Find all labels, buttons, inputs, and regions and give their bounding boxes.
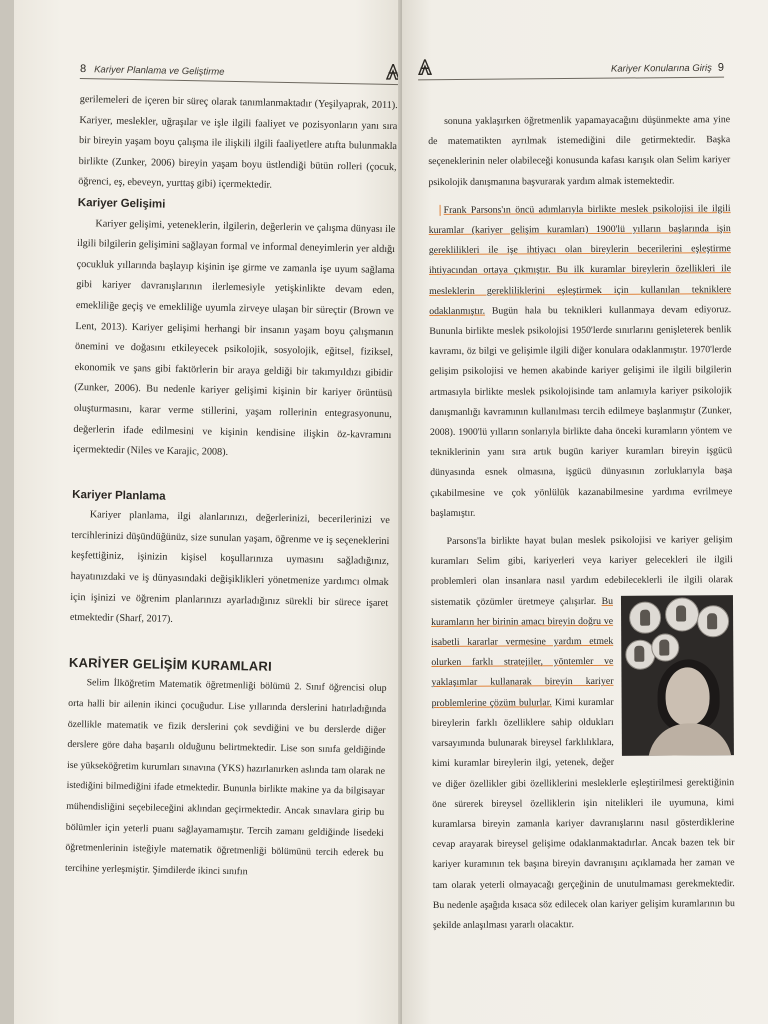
underlined-passage: Bu kuramların her birinin amacı bireyin doğru ve isabetli kararlar vermesine yardım etmek olurken farklı stratejiler, yöntemler ve yaklaşımlar kullanarak bireyin kariyer problemlerine çözüm bulurlar. (431, 595, 614, 709)
paragraph (429, 199, 733, 524)
paragraph: Kariyer planlama, ilgi alanlarınızı, değerlerinizi, becerilerinizi ve tercihlerinizi düşündüğünüz, size sunulan yaşam, öğrenme ve iş seçeneklerini keşfettiğiniz, işinizin kişisel koşullarınıza uymasını sağladığınız, hayatınızdaki ve iş dünyasındaki değişiklikleri yönetmenize yardımcı olmak için işinizi ve öğrenim planlarınızı ayarladığınız sürekli bir sürece işaret etmektedir (Sharf, 2017). (69, 509, 390, 626)
left-body-text (65, 90, 398, 885)
underlined-passage: Frank Parsons'ın öncü adımlarıyla birlikte meslek psikolojisi ile ilgili kuramlar (kariyer gelişim kuramları) 1900'lü yılların başlarında işin gereklilikleri ile işe ihtiyacı olan bireylerin becerilerini eşleştirme ihtiyacından ortaya çıkmıştır. Bu ilk kuramlar bireylerin özellikleri ile mesleklerin gerekliliklerini eşleştirmek için kullanılan tekniklere odaklanmıştır. (428, 202, 732, 317)
section-heading: Kariyer Planlama (72, 488, 166, 503)
paragraph (431, 530, 735, 936)
section-heading: KARİYER GELİŞİM KURAMLARI (68, 654, 273, 674)
left-running-head (80, 60, 400, 85)
paragraph-text: Parsons'la birlikte hayat bulan meslek psikolojisi ve kariyer gelişim kuramları Selim gibi, kariyerleri veya kariyer gelecekleri ile ilgili problemleri olan insanlara nasıl yardım edebileceklerli ile ilgili olarak sistematik çözümler üretmeye çalışırlar. (430, 534, 733, 608)
illustration-thinking-woman (621, 595, 734, 756)
right-page (402, 0, 768, 1024)
page-number: 9 (717, 61, 725, 74)
section-heading: Kariyer Gelişimi (77, 196, 166, 211)
paragraph-text: Bugün hala bu teknikleri kullanmaya devam ediyoruz. Bununla birlikte meslek psikolojisi 1950'lerde sınırlarını genişleterek benlik kavramı, öz bilgi ve gelişimle ilgili diğer konulara odaklanmıştır. 1970'lerde gelişim psikolojisi ve hemen akabinde kariyer gelişimi ile ilgili bilgilerin artmasıyla birlikte meslek psikolojisinde tam anlamıyla kariyer psikolojik danışmanlığı kavramının kullanılması tercih edilmeye başlanmıştır (Zunker, 2008). 1900'lü yılların sonlarıyla birlikte daha önceki kuramların yöntem ve tekniklerinin yanı sıra artık bugün kariyer kuramları bireyin işgücü dünyasında esnek olmasına, işgücü dünyasının zorluklarıyla başa çıkabilmesine ve çok yönlülük kazanabilmesine yardıma evrilmeye başlamıştır. (429, 303, 733, 519)
paragraph: gerilemeleri de içeren bir süreç olarak tanımlanmaktadır (Yeşilyaprak, 2011). Kariyer, meslekler, uğraşılar ve işle ilgili faaliyet ve pozisyonların yanı sıra bir bireyin yaşam boyu çalışma ile ilişkili ilgili faaliyetlere atıfta bulunmakla birlikte (Zunker, 2006) bireyin yaşam boyu üstlendiği bütün rolleri (çocuk, öğrenci, eş, ebeveyn, yurttaş gibi) içermektedir. (78, 93, 398, 192)
running-title: Kariyer Planlama ve Geliştirme (94, 63, 225, 78)
right-running-head (418, 59, 724, 81)
running-title: Kariyer Konularına Giriş (610, 62, 712, 75)
paragraph: Kariyer gelişimi, yeteneklerin, ilgilerin, değerlerin ve çalışma dünyası ile ilgili bilgilerin gelişimini sağlayan formal ve informal deneyimlerin yer aldığı çocukluk yıllarında başlayıp kişinin işe girme ve zamanla işe uyum sağlama gibi kariyer davranışlarının ilerlemesiyle yetişkinlikte devam eden, emekliliğe geçiş ve emekliliğe uyumla zirveye ulaşan bir süreçtir (Brown ve Lent, 2013). Kariyer gelişimi herhangi bir insanın yaşam boyu çalışmanın önemini ve doğasını etkileyecek psikolojik, sosyolojik, eğitsel, fiziksel, ekonomik ve şans gibi faktörlerin bir araya geldiği bir takımyıldızı gibidir (Zunker, 2006). Bu nedenle kariyer gelişimi kişinin bir kariyer örüntüsü oluşturmasını, karar verme stillerini, yaşam rollerinin entegrasyonunu, değerlerin ifade edilmesini ve kişinin kendisine ilişkin öz-kavramını içermektedir (Niles ve Karajic, 2008). (72, 217, 396, 459)
paragraph: sonuna yaklaşırken öğretmenlik yapamayacağını düşünmekte ama yine de matematikten ayrılmak istemediğini dile getirmektedir. Başka seçeneklerinin neler olabileceği konusunda kafası karışık olan Selim kariyer psikolojik danışmanına başvurarak yardım almak istemektedir. (428, 114, 731, 188)
publisher-logo-icon (418, 59, 432, 75)
paragraph-text: Kimi kuramlar bireylerin farklı özelliklere sahip oldukları varsayımında bulunarak bireysel farklılıklara, kimi kuramlar bireylerin ilgi, yetenek, değer ve diğer özellikler gibi özelliklerini mesleklerle eşleştirilmesi gerektiğinin öne sürerek bireysel özelliklerin işin nitelikleri ile uyumuna, kimi kuramlarsa bireyin zamanla kariyer davranışlarını nasıl gösterdiklerine cevap arayarak bireysel gelişime odaklanmaktadırlar. Ancak bazen tek bir kariyer kuramının tek başına bireyin davranışını açıklamada her zaman ve tam olarak yeterli olmayacağı gerçeğinin de unutulmaması gerekmektedir. Bu nedenle aşağıda kısaca söz edilecek olan kariyer gelişim kuramlarının bu şekilde anlaşılması yararlı olacaktır. (431, 696, 735, 931)
right-body-text (428, 110, 735, 936)
paragraph: Selim İlköğretim Matematik öğretmenliği bölümü 2. Sınıf öğrencisi olup orta halli bir ailenin ikinci çocuğudur. Lise yıllarında derslerini hatırladığında özellikle matematik ve fizik derslerini çok sevdiğini ve bu derslerde diğer derslere göre daha başarılı olduğunu belirtmektedir. Lise son sınıfa geldiğinde ise yükseköğretim kurumları sınavına (YKS) hazırlanırken aslında tam olarak ne istediğini bilmediğini ifade etmektedir. Bununla birlikte makine ya da bilgisayar mühendisliğini seçebileceğini aklından geçirmektedir. Ancak sınavlara girip bu bölümler için yeterli puanı sağlayamamıştır. Tercih zamanı geldiğinde lisedeki öğretmenlerinin isteğiyle matematik öğretmenliği bölümünü tercih ederek bu tercihine yerleşmiştir. Şimdilerde ikinci sınıfın (64, 677, 387, 878)
page-number: 8 (79, 63, 87, 76)
left-page (14, 0, 402, 1024)
